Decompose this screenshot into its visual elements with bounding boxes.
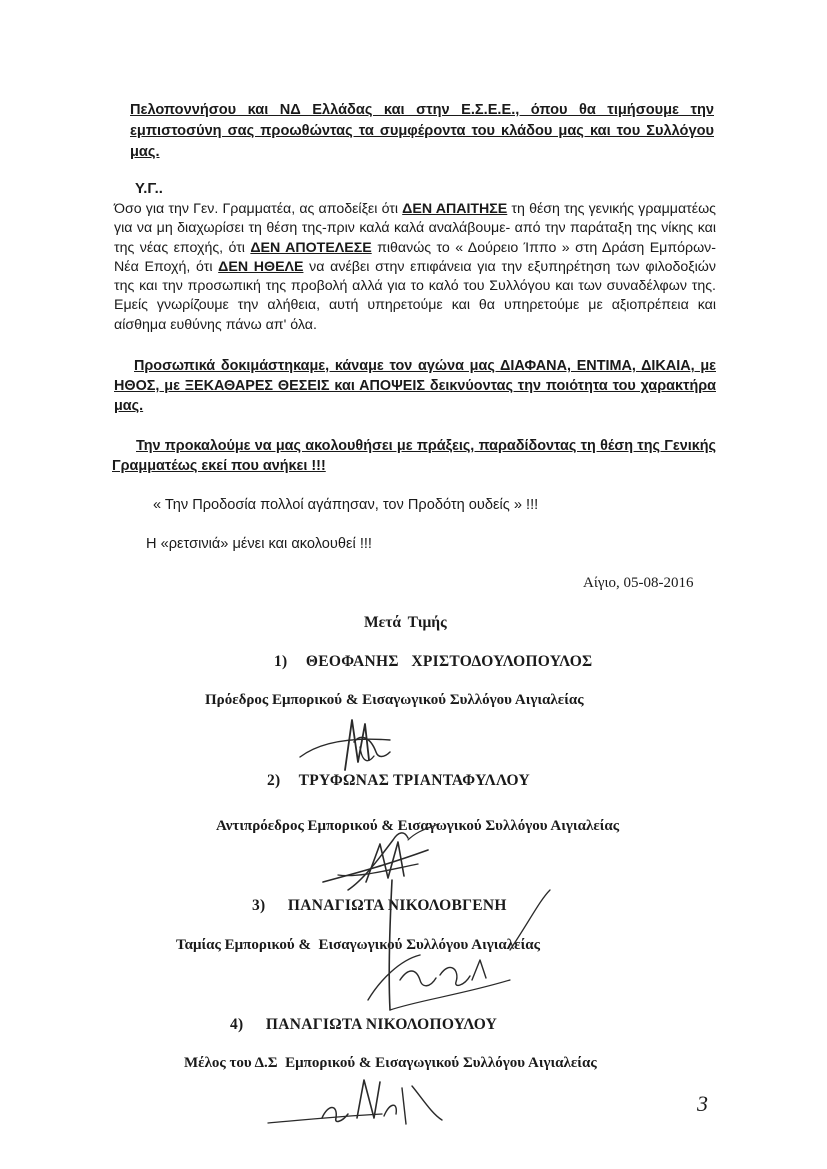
quote-line: « Την Προδοσία πολλοί αγάπησαν, τον Προδότη ουδείς » !!! [153, 497, 539, 513]
signatory-3-number: 3) [252, 897, 266, 914]
ps-body [114, 200, 716, 335]
closing-text: Μετά Τιμής [364, 614, 447, 631]
signatory-4-number: 4) [230, 1016, 244, 1033]
signature-3 [360, 860, 560, 1030]
page-number: 3 [697, 1091, 708, 1116]
ps-emphasis-text: ΔΕΝ ΑΠΑΙΤΗΣΕ [402, 201, 508, 217]
place-date: Αίγιο, 05-08-2016 [583, 575, 694, 591]
personal-paragraph: Προσωπικά δοκιμάστηκαμε, κάναμε τον αγώνα μας ΔΙΑΦΑΝΑ, ΕΝΤΙΜΑ, ΔΙΚΑΙΑ, με ΗΘΟΣ, με ΞΕΚΑΘΑΡΕΣ ΘΕΣΕΙΣ και ΑΠΟΨΕΙΣ δεικνύοντας την ποιότητα του χαρακτήρα μας. [114, 358, 716, 414]
signatory-3-name-text: ΠΑΝΑΓΙΩΤΑ ΝΙΚΟΛΟΒΓΕΝΗ [287, 897, 507, 914]
signatory-2-name [267, 772, 530, 790]
ps-label: Υ.Γ.. [135, 181, 163, 197]
challenge-paragraph: Την προκαλούμε να μας ακολουθήσει με πράξεις, παραδίδοντας τη θέση της Γενικής Γραμματέως εκεί που ανήκει !!! [112, 438, 716, 474]
ps-text: να ανέβει στην επιφάνεια για την εξυπηρέτηση των φιλοδοξιών της και την προσωπική της προβολή αλλά για το καλό του Συλλόγου και των συναδέλφων της. Εμείς γνωρίζουμε την αλήθεια, αυτή υπηρετούμε και θα υπηρετούμε με αξιοπρέπεια και αίσθημα ευθύνης πάνω απ' όλα. [114, 258, 716, 333]
ps-text: πιθανώς το « Δούρειο Ίππο » στη Δράση Εμπόρων-Νέα Εποχή, ότι [114, 239, 717, 275]
signatory-1-role: Πρόεδρος Εμπορικού & Εισαγωγικού Συλλόγου Αιγιαλείας [205, 692, 584, 708]
signatory-2-role: Αντιπρόεδρος Εμπορικού & Εισαγωγικού Συλλόγου Αιγιαλείας [216, 818, 620, 834]
signatory-4-name-text: ΠΑΝΑΓΙΩΤΑ ΝΙΚΟΛΟΠΟΥΛΟΥ [265, 1016, 498, 1033]
retsina-line: Η «ρετσινιά» μένει και ακολουθεί !!! [146, 536, 372, 552]
ps-emphasis-text: ΔΕΝ ΑΠΟΤΕΛΕΣΕ [250, 239, 372, 256]
ps-emphasis-text: ΔΕΝ ΗΘΕΛΕ [218, 258, 304, 275]
top-paragraph: Πελοποννήσου και ΝΔ Ελλάδας και στην Ε.Σ.Ε.Ε., όπου θα τιμήσουμε την εμπιστοσύνη σας προωθώντας τα συμφέροντα του κλάδου μας και του Συλλόγου μας. [130, 102, 714, 160]
signatory-1-number: 1) [274, 653, 288, 670]
signature-1 [290, 712, 420, 772]
signatory-4-role: Μέλος του Δ.Σ Εμπορικού & Εισαγωγικού Συλλόγου Αιγιαλείας [184, 1055, 597, 1071]
signatory-1-name-text: ΘΕΟΦΑΝΗΣ ΧΡΙΣΤΟΔΟΥΛΟΠΟΥΛΟΣ [305, 653, 593, 670]
signatory-2-number: 2) [267, 772, 281, 789]
signatory-2-name-text: ΤΡΥΦΩΝΑΣ ΤΡΙΑΝΤΑΦΥΛΛΟΥ [298, 772, 530, 789]
ps-text: τη θέση της γενικής γραμματέως για να μη διαχωρίσει τη θέση της-πριν καλά καλά αναλάβουμε- από την παράταξη της νίκης και της νέας εποχής, ότι [114, 201, 716, 256]
signatory-1-name [274, 653, 592, 671]
signatory-3-role: Ταμίας Εμπορικού & Εισαγωγικού Συλλόγου Αιγιαλείας [176, 937, 540, 953]
signatory-4-name [230, 1016, 497, 1034]
signature-4 [262, 1068, 462, 1138]
ps-text: Όσο για την Γεν. Γραμματέα, ας αποδείξει ότι [114, 201, 403, 217]
